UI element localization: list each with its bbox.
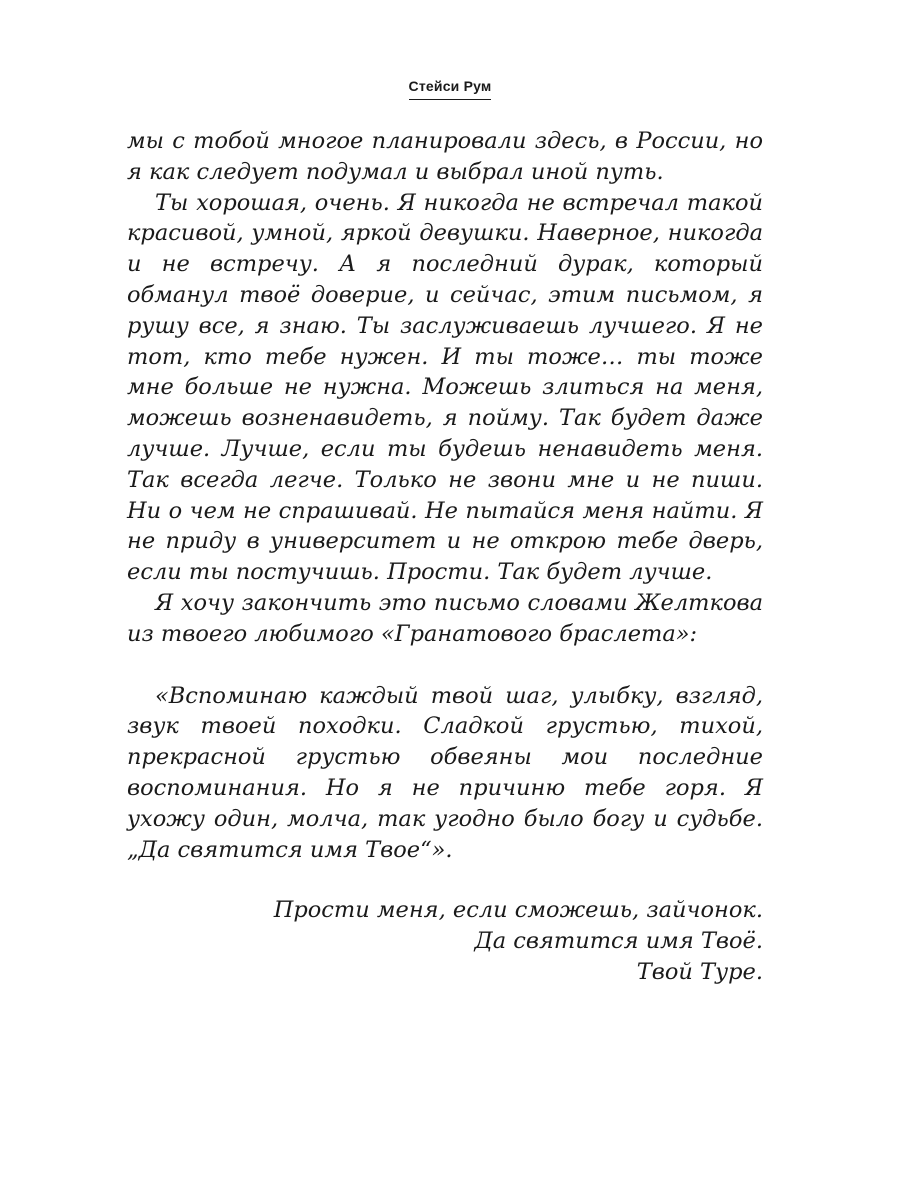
paragraph-closing: Я хочу закончить это письмо словами Желткова из твоего любимого «Гранатового браслета»: — [127, 589, 763, 647]
letter-body — [127, 126, 763, 988]
signature-line-2: Да святится имя Твоё. — [474, 928, 763, 955]
quotation-paragraph: «Вспоминаю каждый твой шаг, улыбку, взгляд, звук твоей походки. Сладкой грустью, тихой, прекрасной грустью обвеяны мои последние воспоминания. Но я не причиню тебе горя. Я ухожу один, молча, так угодно было богу и судьбе. „Да святится имя Твое“». — [127, 682, 763, 863]
signature-line-1: Прости меня, если сможешь, зайчонок. — [273, 897, 763, 924]
running-head — [0, 78, 900, 100]
running-head-title: Стейси Рум — [409, 78, 492, 100]
paragraph-continuation: мы с тобой многое планировали здесь, в России, но я как следует подумал и выбрал иной путь. — [127, 128, 763, 185]
letter-signature — [127, 895, 763, 987]
paragraph-main: Ты хорошая, очень. Я никогда не встречал такой красивой, умной, яркой девушки. Наверное, никогда и не встречу. А я последний дурак, который обманул твоё доверие, и сейчас, этим письмом, я рушу все, я знаю. Ты заслуживаешь лучшего. Я не тот, кто тебе нужен. И ты тоже… ты тоже мне больше не нужна. Можешь злиться на меня, можешь возненавидеть, я пойму. Так будет даже лучше. Лучше, если ты будешь ненавидеть меня. Так всегда легче. Только не звони мне и не пиши. Ни о чем не спрашивай. Не пытайся меня найти. Я не приду в университет и не открою тебе дверь, если ты постучишь. Прости. Так будет лучше. — [127, 189, 763, 586]
signature-line-3: Твой Туре. — [636, 958, 763, 985]
